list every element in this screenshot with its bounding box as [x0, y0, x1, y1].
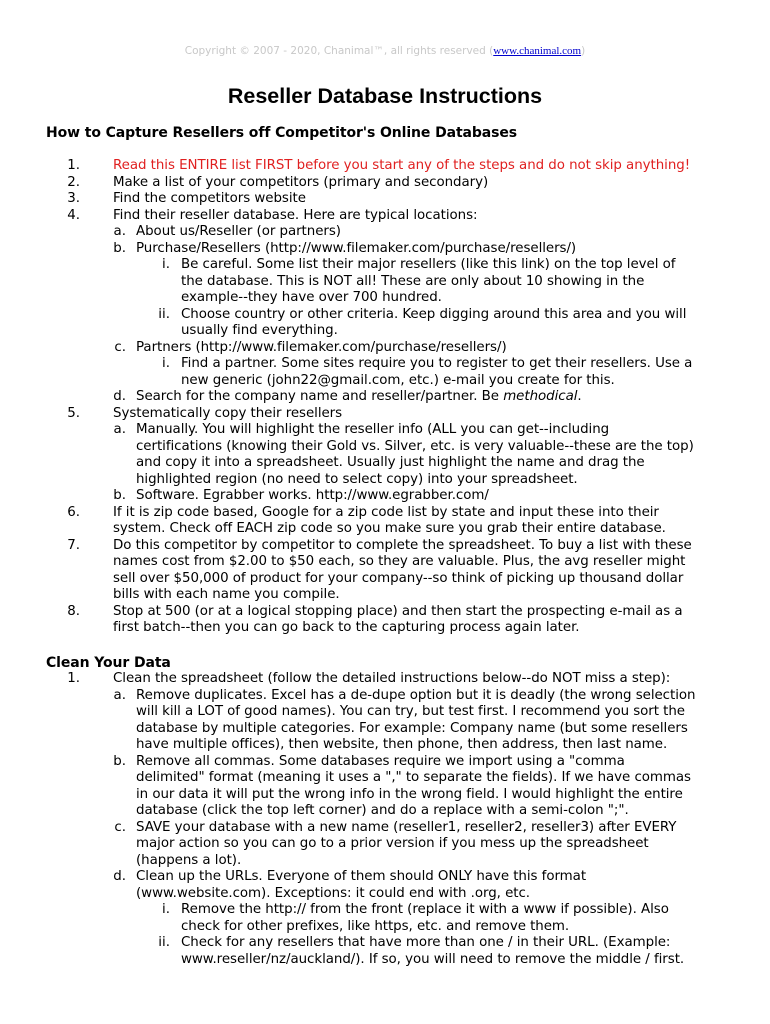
list-item-text-main: major action so you can go to a prior version if you mess up the spreadsheet: [136, 836, 649, 851]
list-marker: ii.: [158, 306, 170, 322]
list-item-text-main: Partners (http://www.filemaker.com/purchase/resellers/): [136, 339, 507, 355]
list-marker: 8.: [67, 603, 80, 619]
list-marker: i.: [162, 257, 170, 272]
list-item-text-main: Make a list of your competitors (primary and secondary): [113, 174, 489, 190]
copyright-link[interactable]: www.chanimal.com: [493, 45, 582, 57]
list-item-text: [136, 853, 241, 870]
list-item-text: [136, 787, 683, 804]
list-item-text: [136, 422, 609, 439]
list-item-text: [136, 439, 694, 456]
list-item-text: [136, 488, 489, 505]
list-marker: i.: [162, 902, 170, 917]
page-title: Reseller Database Instructions: [227, 84, 543, 108]
list-item-text-main: Find a partner. Some sites require you to register to get their resellers. Use a: [181, 356, 693, 371]
list-item-text-main: Choose country or other criteria. Keep digging around this area and you will: [181, 306, 687, 322]
list-item-text: [113, 554, 685, 571]
list-item-text: [113, 620, 580, 637]
list-marker: 3.: [67, 191, 80, 206]
list-item-text: [136, 688, 695, 705]
list-marker: i.: [162, 356, 170, 371]
list-item-text-main: names cost from $2.00 to $50 each, so they are valuable. Plus, the avg reseller might: [113, 554, 686, 569]
list-item-text: [181, 952, 684, 969]
list-item-text-main: If it is zip code based, Google for a zip code list by state and input these into their: [113, 504, 659, 520]
list-item-text: [136, 820, 676, 837]
list-marker: d.: [113, 389, 126, 404]
list-item-text-main: Clean the spreadsheet (follow the detailed instructions below--do NOT miss a step):: [113, 671, 671, 686]
list-marker: ii.: [158, 935, 170, 950]
list-item-text-main: the database. This is NOT all! These are only about 10 showing in the: [181, 273, 645, 289]
list-item-text: [113, 587, 340, 604]
list-marker: b.: [113, 240, 126, 256]
list-item-text-main: About us/Reseller (or partners): [136, 224, 341, 239]
list-marker: c.: [114, 339, 126, 355]
list-item-text: [136, 241, 576, 258]
list-marker: 4.: [67, 207, 80, 223]
list-item-text-main: first batch--then you can go back to the capturing process again later.: [113, 620, 580, 635]
list-item-text-main: check for other prefixes, like https, etc. and remove them.: [181, 918, 570, 934]
list-item-text-main: in our data it will put the wrong info in the wrong field. I would highlight the entire: [136, 786, 683, 802]
list-item-text-main: Manually. You will highlight the reseller info (ALL you can get--including: [136, 422, 610, 437]
list-item-text: [136, 340, 507, 357]
list-marker: 1.: [67, 671, 80, 686]
list-item-text-main: Clean up the URLs. Everyone of them should ONLY have this format: [136, 869, 587, 884]
list-item-text-main: new generic (john22@gmail.com, etc.) e-mail you create for this.: [181, 372, 615, 388]
list-item-text-main: (www.website.com). Exceptions: it could end with .org, etc.: [136, 885, 531, 901]
list-item-text-main: Software. Egrabber works. http://www.egrabber.com/: [136, 488, 489, 503]
list-item-text-main: Remove duplicates. Excel has a de-dupe option but it is deadly (the wrong selection: [136, 687, 696, 703]
list-item-text: [136, 472, 578, 489]
list-marker: d.: [113, 869, 126, 884]
list-item-text: [113, 505, 659, 522]
copyright-suffix: ): [581, 45, 586, 57]
list-marker: 1.: [67, 158, 80, 173]
list-item-text: [136, 886, 530, 903]
list-item-text-main: and copy it into a spreadsheet. Usually just highlight the name and drag the: [136, 455, 645, 470]
list-item-text: [113, 604, 683, 621]
list-item-text-main: Systematically copy their resellers: [113, 405, 343, 421]
list-item-text-main: system. Check off EACH zip code so you make sure you grab their entire database.: [113, 521, 666, 536]
list-item-text: [181, 935, 670, 952]
list-item-text: [181, 290, 442, 307]
section-heading-clean: Clean Your Data: [46, 655, 171, 671]
list-item-text-main: database (click the top left corner) and do a replace with a semi-colon ";".: [136, 803, 629, 818]
list-marker: b.: [113, 753, 126, 769]
list-marker: 5.: [67, 405, 80, 421]
copyright-notice: [0, 45, 770, 57]
list-item-text-main: have multiple offices), then website, then phone, then address, then last name.: [136, 737, 668, 752]
list-item-text: [136, 721, 688, 738]
list-marker: 7.: [67, 537, 80, 553]
list-item-text-main: bills with each name you compile.: [113, 587, 340, 602]
list-marker: a.: [113, 687, 126, 703]
list-item-text: [136, 869, 586, 886]
list-item-text-main: Be careful. Some list their major resellers (like this link) on the top level of: [181, 257, 676, 272]
list-marker: a.: [113, 224, 126, 239]
copyright-prefix: Copyright © 2007 - 2020, Chanimal™, all rights reserved (: [184, 45, 494, 57]
list-item-text-main: Purchase/Resellers (http://www.filemaker.com/purchase/resellers/): [136, 240, 577, 256]
list-item-text-main: example--they have over 700 hundred.: [181, 290, 442, 305]
list-item-text-main: Search for the company name and reseller/partner. Be: [136, 389, 504, 404]
list-item-text-main: Check for any resellers that have more than one / in their URL. (Example:: [181, 935, 671, 950]
list-item-text-main: Stop at 500 (or at a logical stopping place) and then start the prospecting e-mail as a: [113, 603, 683, 619]
list-item-text: [181, 919, 569, 936]
list-item-text-tail: .: [577, 389, 582, 404]
list-marker: 6.: [67, 504, 80, 520]
list-item-text: [181, 356, 692, 373]
list-item-text: [113, 671, 670, 688]
list-item-text-main: sell over $50,000 of product for your company--so think of picking up thousand dollar: [113, 570, 684, 586]
list-item-text: [181, 902, 669, 919]
list-item-text: [181, 373, 615, 390]
list-item-text: [136, 455, 645, 472]
list-item-text: [113, 521, 666, 538]
list-item-text: [136, 389, 582, 406]
list-item-text: [181, 274, 644, 291]
list-item-text: [136, 770, 691, 787]
list-item-text-main: Remove the http:// from the front (replace it with a www if possible). Also: [181, 902, 669, 917]
list-item-text-main: usually find everything.: [181, 323, 338, 338]
list-marker: a.: [113, 422, 126, 437]
section-heading-capture: How to Capture Resellers off Competitor's Online Databases: [46, 125, 518, 141]
list-item-text-main: database by multiple categories. For example: Company name (but some resellers: [136, 720, 688, 736]
list-item-text-main: will kill a LOT of good names). You can try, but test first. I recommend you sort the: [136, 704, 685, 719]
list-item-text-main: Read this ENTIRE list FIRST before you start any of the steps and do not skip anything!: [113, 158, 691, 173]
list-item-text: [181, 307, 686, 324]
list-item-text: [113, 175, 488, 192]
list-item-text: [113, 191, 306, 208]
list-marker: 2.: [67, 174, 80, 190]
list-item-text: [136, 224, 341, 241]
list-item-text: [136, 737, 667, 754]
list-item-text-main: Find their reseller database. Here are typical locations:: [113, 207, 478, 223]
list-item-text: [136, 704, 685, 721]
list-item-text-main: (happens a lot).: [136, 852, 242, 868]
list-item-text-main: delimited" format (meaning it uses a "," to separate the fields). If we have commas: [136, 770, 691, 785]
list-item-text: [113, 158, 690, 175]
list-marker: b.: [113, 488, 126, 503]
list-item-text-main: SAVE your database with a new name (reseller1, reseller2, reseller3) after EVERY: [136, 819, 677, 835]
list-item-text: [113, 208, 477, 225]
list-item-text: [113, 571, 683, 588]
list-item-text: [181, 323, 338, 340]
list-marker: c.: [114, 819, 126, 835]
list-item-text-main: certifications (knowing their Gold vs. Silver, etc. is very valuable--these are the top): [136, 438, 694, 454]
list-item-text-main: Remove all commas. Some databases require we import using a "comma: [136, 753, 625, 769]
list-item-text-main: Find the competitors website: [113, 191, 306, 206]
list-item-text-main: highlighted region (no need to select copy) into your spreadsheet.: [136, 471, 578, 487]
list-item-text: [136, 836, 649, 853]
list-item-text: [113, 406, 342, 423]
list-item-text-main: www.reseller/nz/auckland/). If so, you will need to remove the middle / first.: [181, 951, 685, 967]
list-item-text: [136, 754, 625, 771]
list-item-text-main: Do this competitor by competitor to complete the spreadsheet. To buy a list with these: [113, 537, 692, 553]
list-item-text: [181, 257, 675, 274]
emphasis-text: methodical: [503, 389, 578, 404]
list-item-text: [113, 538, 692, 555]
list-item-text: [136, 803, 629, 820]
